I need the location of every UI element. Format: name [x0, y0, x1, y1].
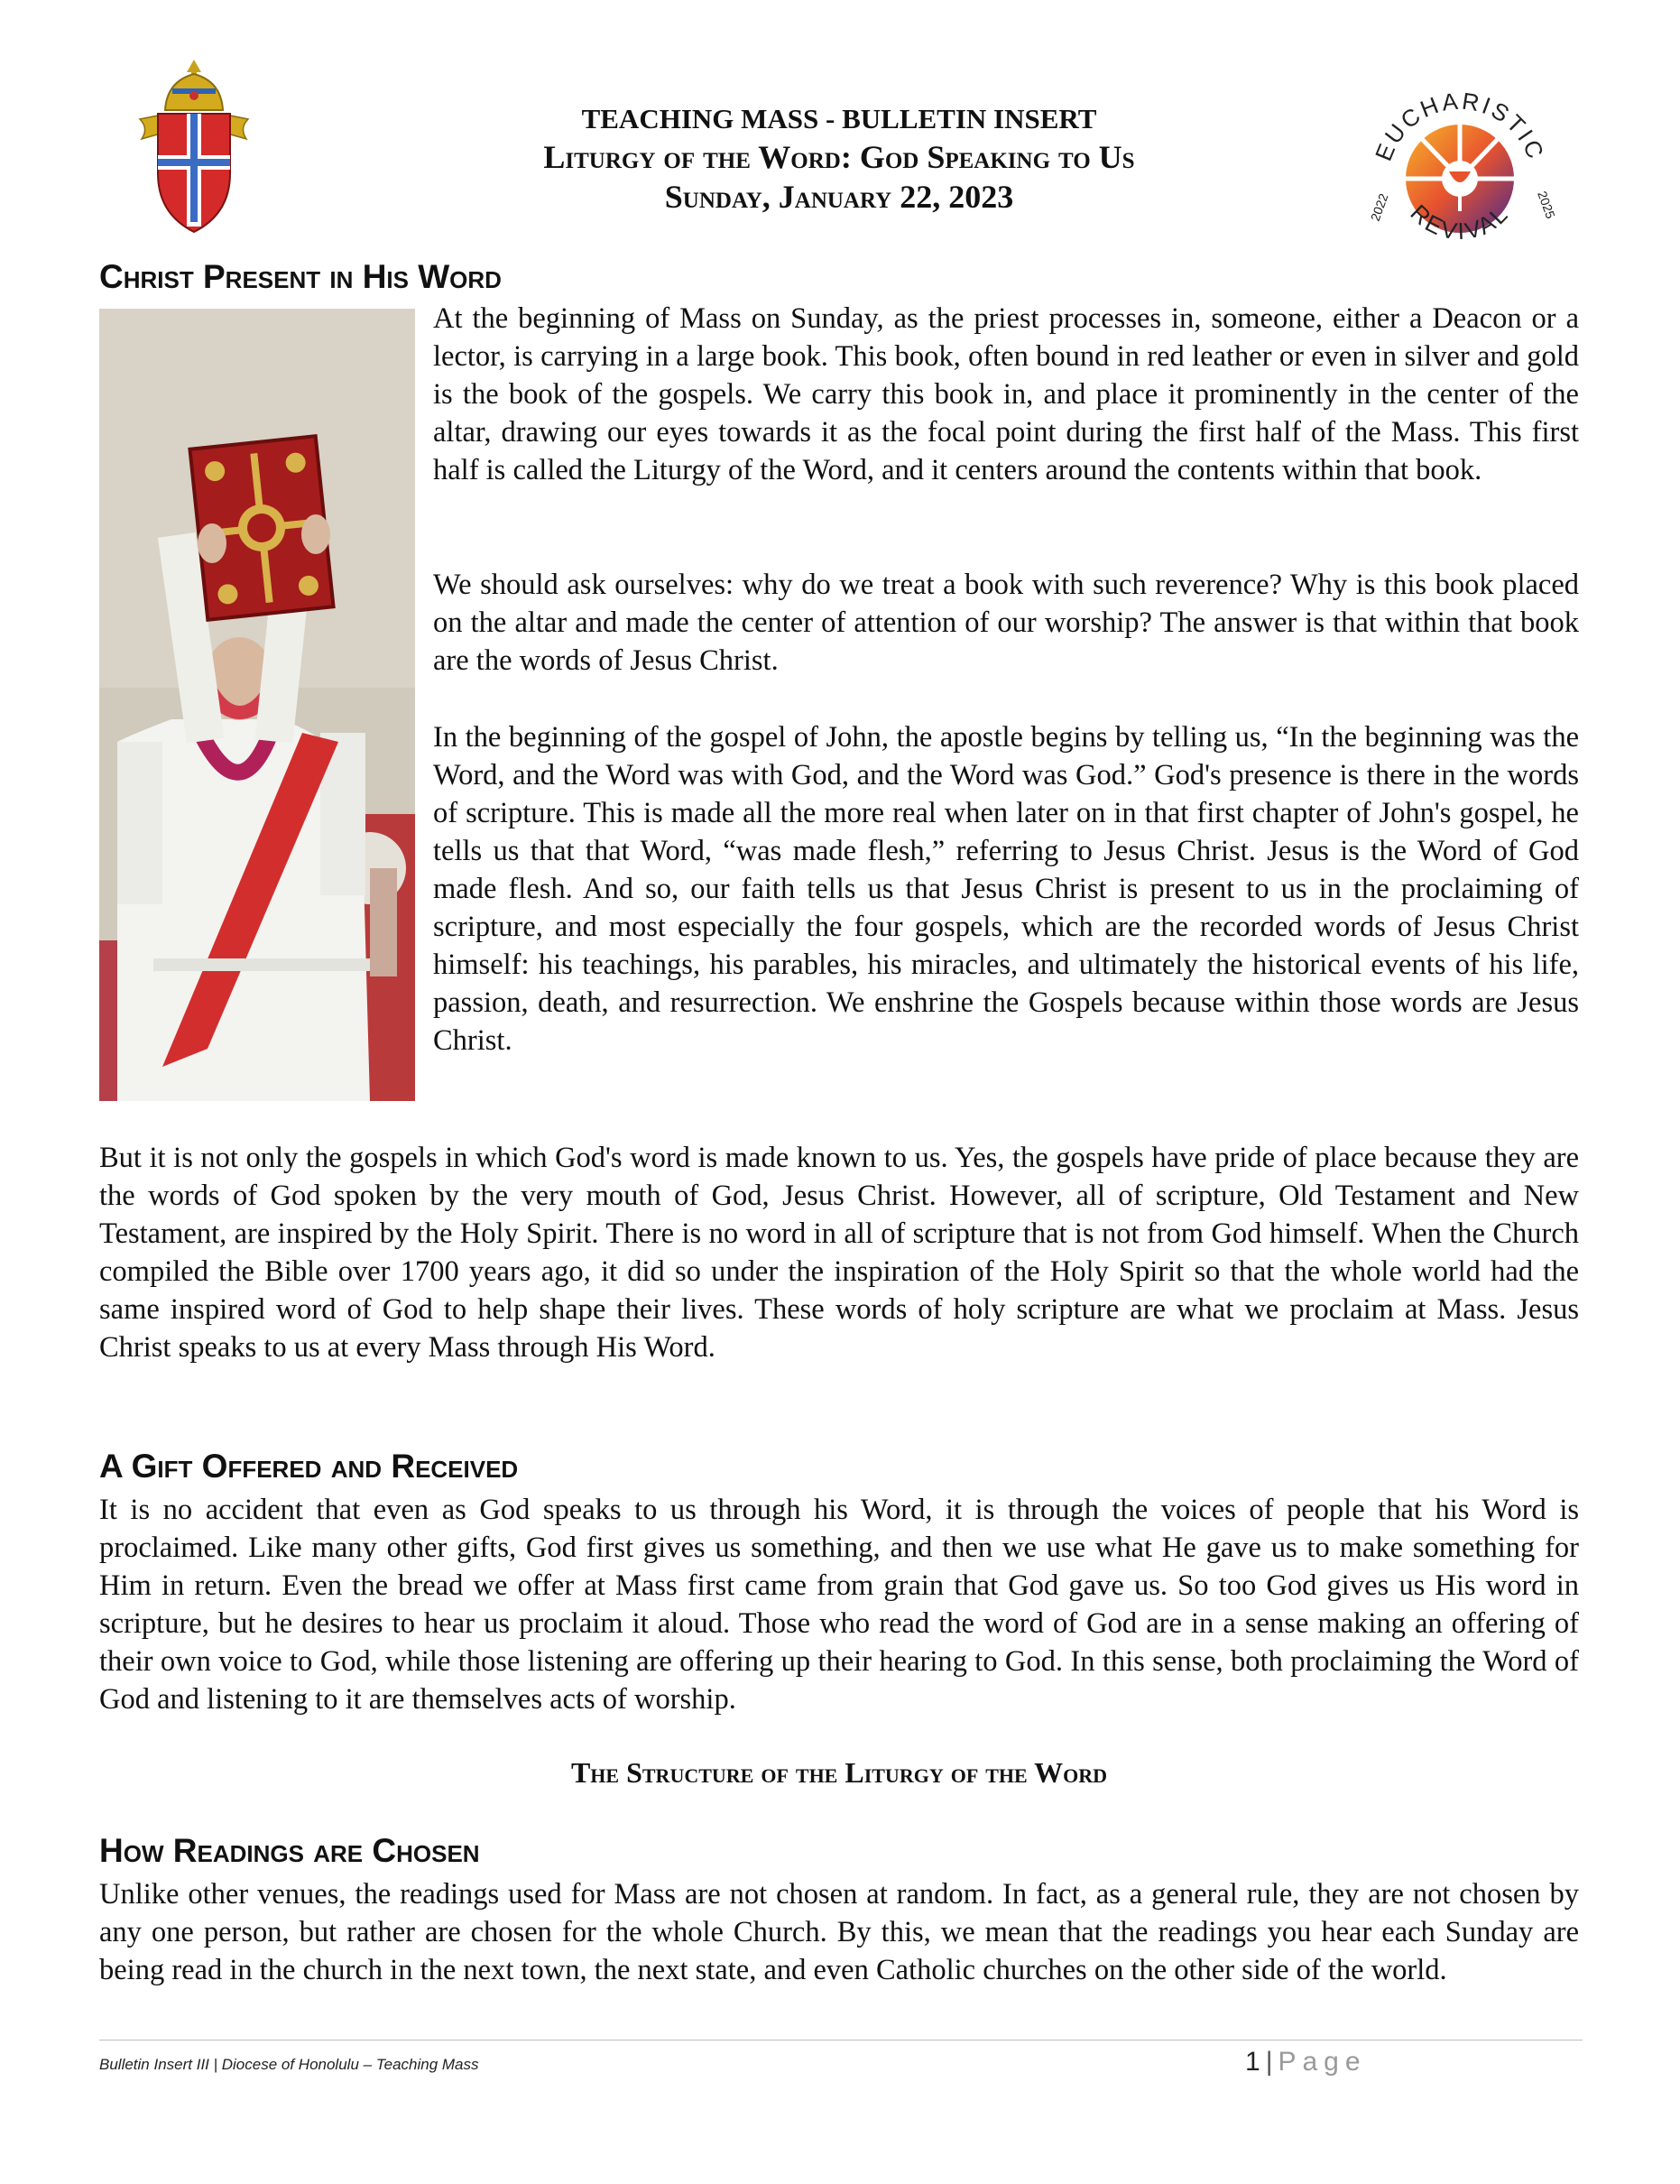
christ-present-paragraph-1: At the beginning of Mass on Sunday, as the priest processes in, someone, either a Deacon or a lector, is carrying in a large book. This book, often bound in red leather or even in silver and gold is the book of the gospels. We carry this book in, and place it prominently in the center of the altar, drawing our eyes towards it as the focal point during the first half of the Mass. This first half is called the Liturgy of the Word, and it centers around the contents within that book. — [433, 302, 1579, 486]
diocese-crest-icon — [131, 56, 257, 236]
logo-word-bottom: REVIVAL — [1405, 199, 1515, 245]
heading-structure-of-liturgy: The Structure of the Liturgy of the Word — [570, 1756, 1108, 1789]
logo-word-top: EUCHARISTIC — [1369, 87, 1551, 165]
christ-present-paragraph-2: We should ask ourselves: why do we treat a book with such reverence? Why is this book placed on the altar and made the center of attention of our worship? The answer is that within that book are the words of Jesus Christ. — [433, 569, 1579, 677]
eucharistic-revival-logo-icon — [1361, 78, 1559, 276]
insert-header — [388, 101, 1290, 217]
footer-divider — [99, 2040, 1583, 2041]
footer-caption: Bulletin Insert III | Diocese of Honolulu – Teaching Mass — [99, 2056, 479, 2073]
gift-paragraph-1: It is no accident that even as God speaks to us through his Word, it is through the voices of people that his Word is proclaimed. Like many other gifts, God first gives us something, and then we use what He gave us to make something for Him in return. Even the bread we offer at Mass first came from grain that God gave us. So too God gives us His word in scripture, but he desires to hear us proclaim it aloud. Those who read the word of God are in a sense making an offering of their own voice to God, while those listening are offering up their hearing to God. In this sense, both proclaiming the Word of God and listening to it are themselves acts of worship. — [99, 1494, 1579, 1716]
heading-gift-offered: A Gift Offered and Received — [99, 1448, 519, 1485]
header-line-1: TEACHING MASS - BULLETIN INSERT — [581, 103, 1097, 134]
header-line-2: Liturgy of the Word: God Speaking to Us — [543, 139, 1135, 175]
heading-how-readings-chosen: How Readings are Chosen — [99, 1832, 480, 1869]
readings-paragraph-1: Unlike other venues, the readings used for Mass are not chosen at random. In fact, as a general rule, they are not chosen by any one person, but rather are chosen for the whole Church. By this, we mean that the readings you hear each Sunday are being read in the church in the next town, the next state, and even Catholic churches on the other side of the world. — [99, 1878, 1579, 1986]
logo-year-left: 2022 — [1367, 191, 1391, 224]
christ-present-paragraph-4: But it is not only the gospels in which God's word is made known to us. Yes, the gospels have pride of place because they are the words of God spoken by the very mouth of God, Jesus Christ. However, all of scripture, Old Testament and New Testament, are inspired by the Holy Spirit. There is no word in all of scripture that is not from God himself. When the Church compiled the Bible over 1700 years ago, it did so under the inspiration of the Holy Spirit so that the whole world had the same inspired word of God to help shape their lives. These words of holy scripture are what we proclaim at Mass. Jesus Christ speaks to us at every Mass through His Word. — [99, 1142, 1579, 1364]
header-line-3: Sunday, January 22, 2023 — [664, 179, 1014, 215]
logo-year-right: 2025 — [1535, 189, 1558, 221]
priest-holding-gospel-book-photo — [99, 309, 415, 1101]
page-number: 1 — [1245, 2047, 1260, 2077]
christ-present-paragraph-3: In the beginning of the gospel of John, the apostle begins by telling us, “In the beginning was the Word, and the Word was with God, and the Word was God.” God's presence is there in the words of scripture. This is made all the more real when later on in that first chapter of John's gospel, he tells us that that Word, “was made flesh,” referring to Jesus Christ. Jesus is the Word of God made flesh. And so, our faith tells us that Jesus Christ is present to us in the proclaiming of scripture, and most especially the four gospels, which are the recorded words of Jesus Christ himself: his teachings, his parables, his miracles, and ultimately the historical events of his life, passion, death, and resurrection. We enshrine the Gospels because within those words are Jesus Christ. — [433, 721, 1579, 1057]
page-label: Page — [1278, 2047, 1367, 2077]
heading-christ-present: Christ Present in His Word — [99, 258, 502, 295]
page-separator: | — [1265, 2047, 1273, 2077]
footer-page-indicator — [1245, 2047, 1367, 2078]
